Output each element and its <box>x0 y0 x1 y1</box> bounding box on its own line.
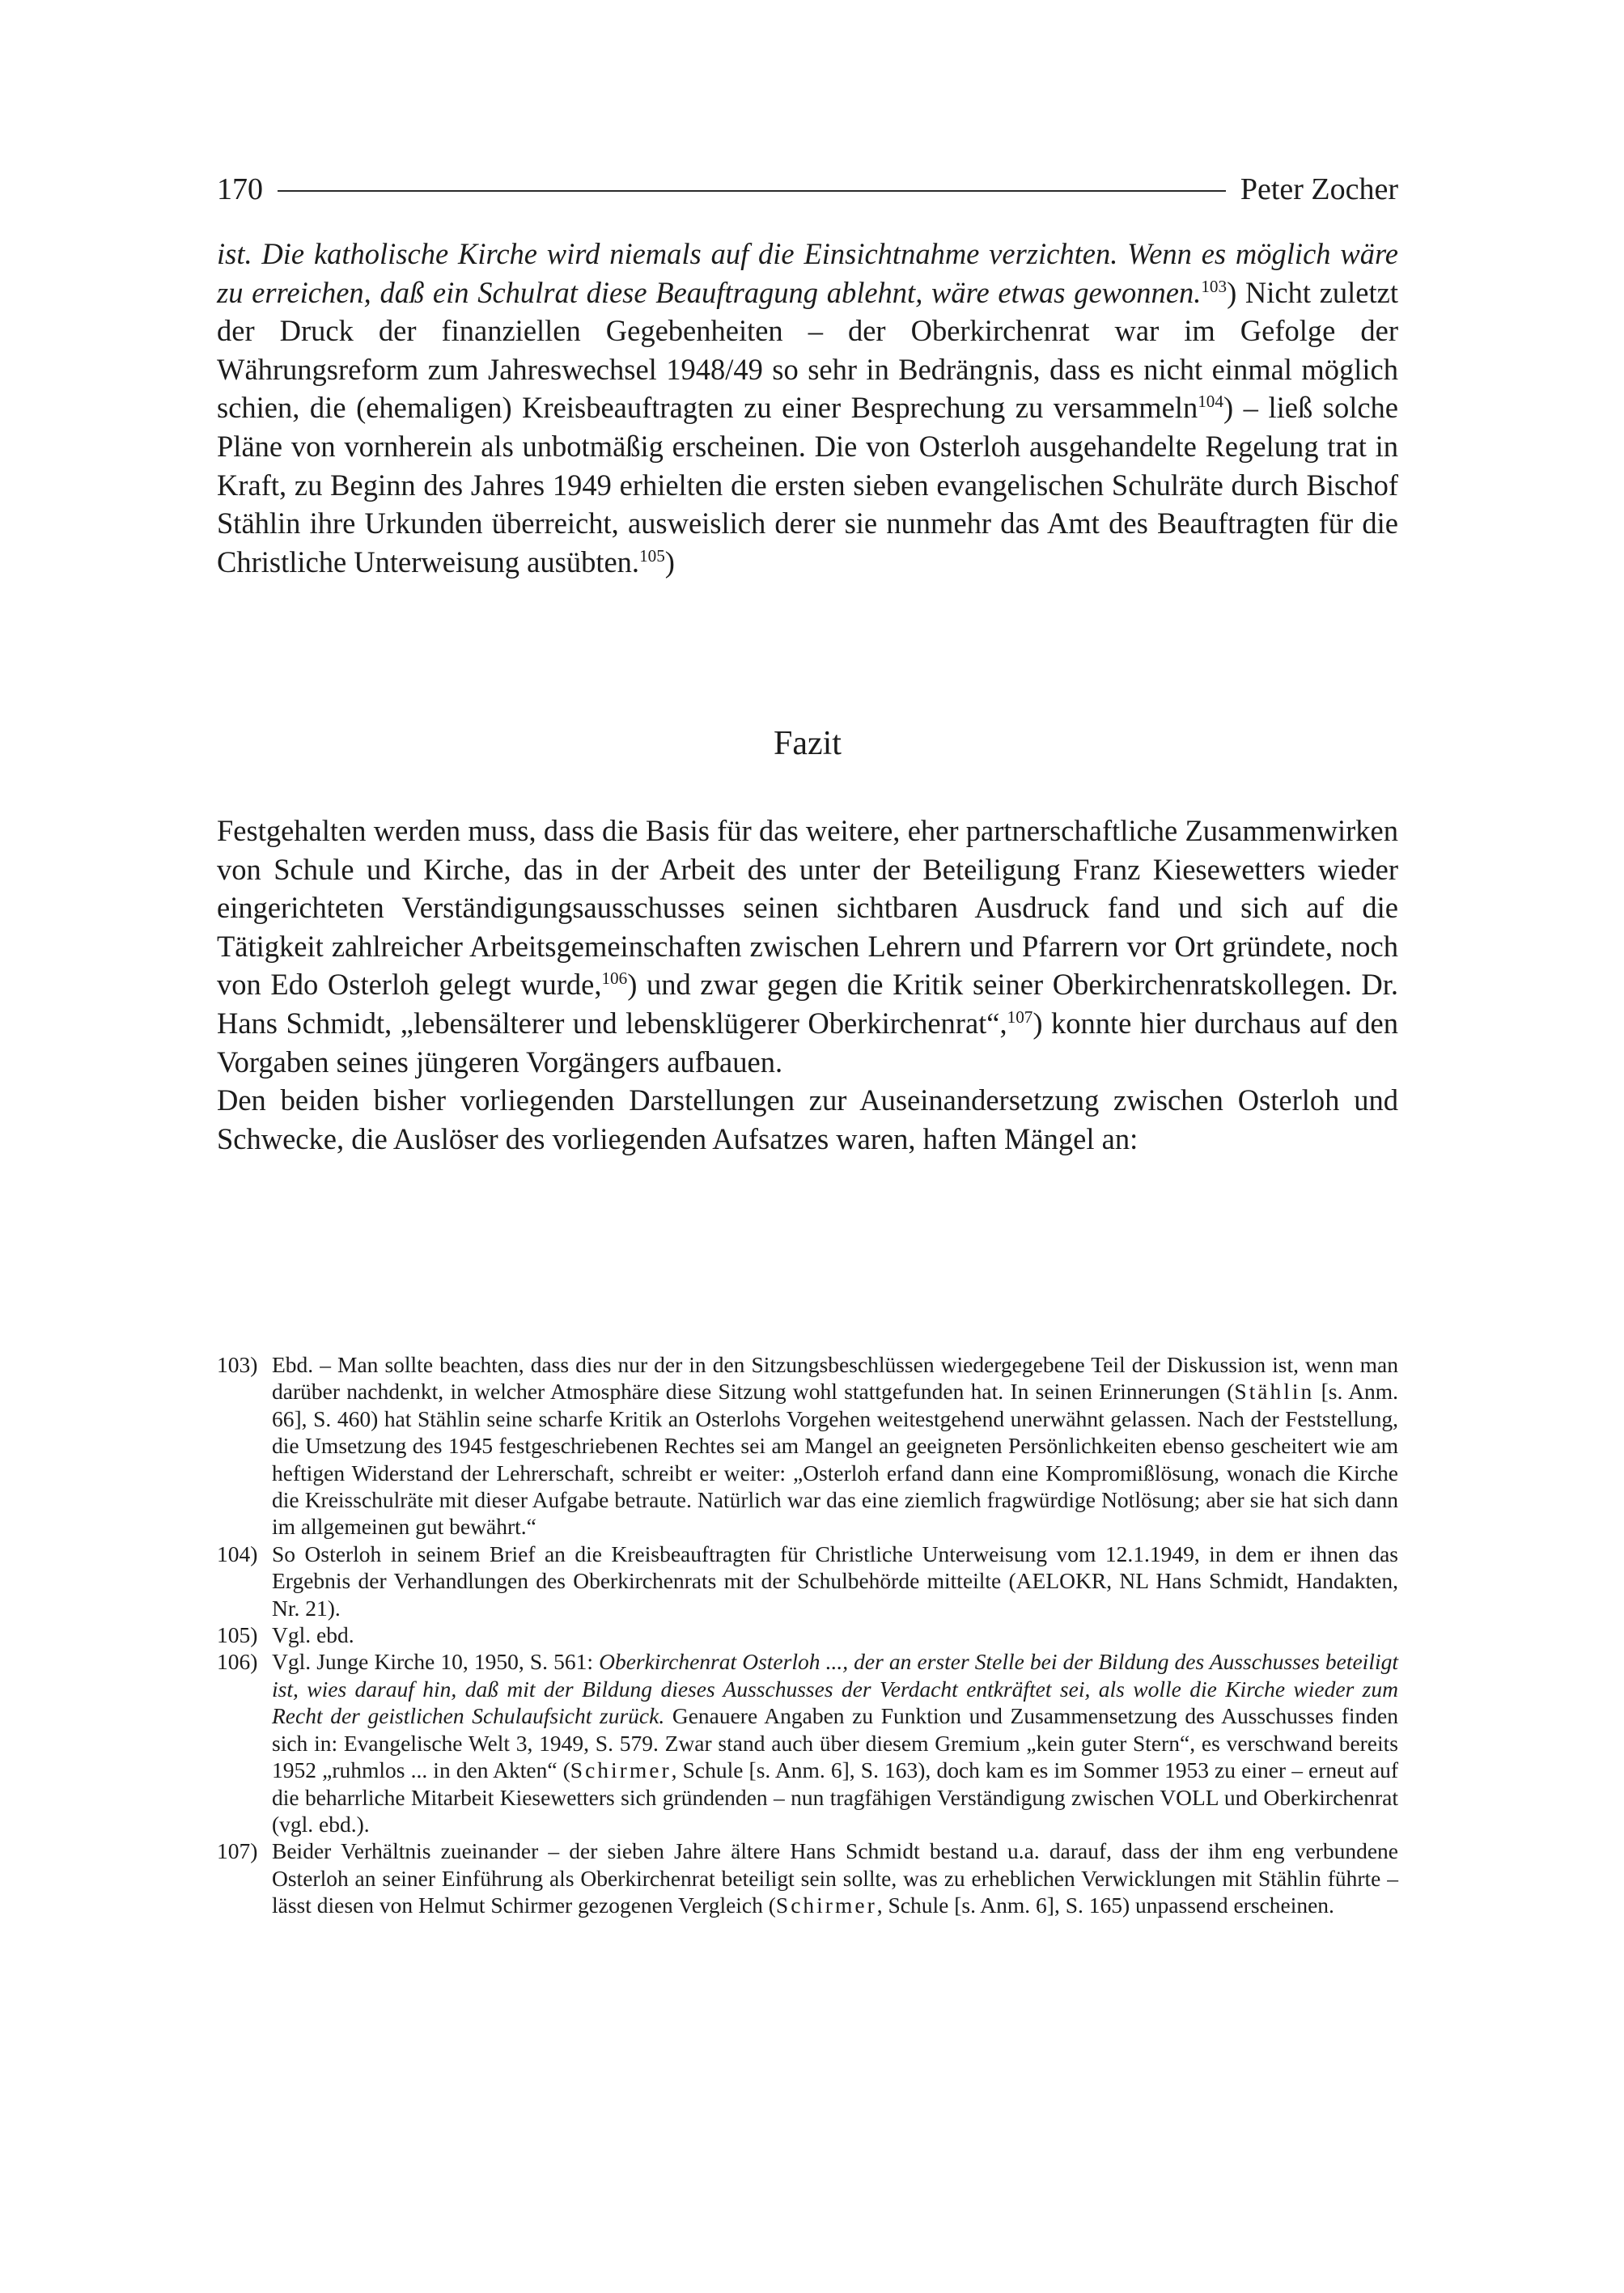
body-text <box>217 235 1398 581</box>
paragraph-text: ) – ließ solche Pläne von vornherein als unbotmäßig erscheinen. Die von Osterloh ausgehandelte Regelung trat in Kraft, zu Beginn des Jahres 1949 erhielten die ersten sieben evangelischen Schulräte durch Bischof Stählin ihre Urkunden überreicht, ausweislich derer sie nunmehr das Amt des Beauftragten für die Christliche Unterweisung ausübten. <box>217 391 1398 579</box>
footnote-ref-106[interactable]: 106 <box>601 968 628 989</box>
section-paragraph-2: Den beiden bisher vorliegenden Darstellungen zur Auseinandersetzung zwischen Osterloh und Schwecke, die Auslöser des vorliegenden Aufsatzes waren, haften Mängel an: <box>217 1083 1398 1155</box>
paragraph-text: ) und zwar gegen die Kritik seiner Oberkirchenratskollegen. Dr. Hans Schmidt, „lebensälterer und lebensklügerer Oberkirchenrat“, <box>217 968 1398 1040</box>
header-rule <box>278 190 1226 192</box>
footnote-text-part: , Schule [s. Anm. 6], S. 165) unpassend erscheinen. <box>876 1892 1334 1918</box>
section-text <box>217 812 1398 1158</box>
footnote-text <box>272 1351 1398 1541</box>
footnote-text <box>272 1648 1398 1837</box>
footnote-number: 107) <box>217 1838 258 1864</box>
footnote-103 <box>217 1351 1398 1541</box>
footnote-ref-107[interactable]: 107 <box>1007 1007 1033 1027</box>
footnote-105 <box>217 1621 1398 1648</box>
footnote-text-part: , Schule [s. Anm. 6], S. 163), doch kam es im Sommer 1953 zu einer – erneut auf die beharrliche Mitarbeit Kiesewetters sich gründenden – nun tragfähigen Verständigung zwischen VOLL und Oberkirchenrat (vgl. ebd.). <box>272 1757 1398 1837</box>
quote-text: Oberkirchenrat Osterloh ..., der an erster Stelle bei der Bildung des Ausschusses beteiligt ist, wies darauf hin, daß mit der Bildung dieses Ausschusses der Verdacht entkräftet sei, als wolle die Kirche wieder zum Recht der geistlichen Schulaufsicht zurück. <box>272 1649 1398 1729</box>
paragraph-text: ) Nicht zuletzt der Druck der finanziellen Gegebenheiten – der Oberkirchenrat war im Gefolge der Währungsreform zum Jahreswechsel 1948/49 so sehr in Bedrängnis, dass es nicht einmal möglich schien, die (ehemaligen) Kreisbeauftragten zu einer Besprechung zu versammeln <box>217 275 1398 425</box>
footnote-number: 106) <box>217 1649 258 1675</box>
paragraph-text: Festgehalten werden muss, dass die Basis für das weitere, eher partnerschaftliche Zusammenwirken von Schule und Kirche, das in der Arbeit des unter der Beteiligung Franz Kiesewetters wieder eingerichteten Verständigungsausschusses seinen sichtbaren Ausdruck fand und sich auf die Tätigkeit zahlreicher Arbeitsgemeinschaften zwischen Lehrern und Pfarrern vor Ort gründete, noch von Edo Osterloh gelegt wurde, <box>217 814 1398 1002</box>
footnote-107 <box>217 1837 1398 1918</box>
paragraph-text: ) <box>664 545 675 579</box>
continued-paragraph <box>217 235 1398 581</box>
footnote-text-part: Genauere Angaben zu Funktion und Zusammensetzung des Ausschusses finden sich in: Evangelische Welt 3, 1949, S. 579. Zwar stand auch über diesem Gremium „kein guter Stern“, es verschwand bereits 1952 „ruhmlos ... in den Akten“ ( <box>272 1703 1398 1783</box>
footnote-ref-105[interactable]: 105 <box>639 545 665 566</box>
section-heading: Fazit <box>774 725 842 762</box>
paragraph-text: ) konnte hier durchaus auf den Vorgaben seines jüngeren Vorgängers aufbauen. <box>217 1006 1399 1079</box>
footnote-104 <box>217 1541 1398 1621</box>
footnotes <box>217 1351 1398 1919</box>
footnote-text <box>272 1837 1398 1918</box>
quote-text: ist. Die katholische Kirche wird niemals auf die Einsichtnahme verzichten. Wenn es möglich wäre zu erreichen, daß ein Schulrat diese Beauftragung ablehnt, wäre etwas gewonnen. <box>217 237 1398 309</box>
footnote-106 <box>217 1648 1398 1837</box>
footnote-text: Vgl. ebd. <box>272 1622 354 1648</box>
author-name: Stählin <box>1234 1379 1315 1405</box>
footnote-number: 104) <box>217 1541 258 1566</box>
author-name: Schirmer <box>570 1757 672 1783</box>
footnote-number: 103) <box>217 1352 258 1377</box>
footnote-ref-104[interactable]: 104 <box>1198 392 1223 412</box>
footnote-text: So Osterloh in seinem Brief an die Kreisbeauftragten für Christliche Unterweisung vom 12.1.1949, in dem er ihnen das Ergebnis der Verhandlungen des Oberkirchenrats mit der Schulbehörde mitteilte (AELOKR, NL Hans Schmidt, Handakten, Nr. 21). <box>272 1541 1398 1621</box>
header-author: Peter Zocher <box>1240 172 1398 206</box>
page-number: 170 <box>217 172 263 206</box>
footnote-text-part: Ebd. – Man sollte beachten, dass dies nur der in den Sitzungsbeschlüssen wiedergegebene Teil der Diskussion ist, wenn man darüber nachdenkt, in welcher Atmosphäre diese Sitzung wohl stattgefunden hat. In seinen Erinnerungen ( <box>272 1352 1398 1405</box>
footnote-text-part: Vgl. Junge Kirche 10, 1950, S. 561: <box>272 1649 600 1675</box>
footnote-text-part: [s. Anm. 66], S. 460) hat Stählin seine scharfe Kritik an Osterlohs Vorgehen weitestgehend unerwähnt gelassen. Nach der Feststellung, die Umsetzung des 1945 festgeschriebenen Rechtes sei am Mangel an geeigneten Persönlichkeiten ebenso gescheitert wie am heftigen Widerstand der Lehrerschaft, schreibt er weiter: „Osterloh erfand dann eine Kompromißlösung, wonach die Kirche die Kreisschulräte mit dieser Aufgabe betraute. Natürlich war das eine ziemlich fragwürdige Notlösung; aber sie hat sich dann im allgemeinen gut bewährt.“ <box>272 1379 1398 1540</box>
footnote-text-part: Beider Verhältnis zueinander – der sieben Jahre ältere Hans Schmidt bestand u.a. darauf, dass der ihm eng verbundene Osterloh an seiner Einführung als Oberkirchenrat beteiligt sein sollte, was zu erheblichen Verwicklungen mit Stählin führte – lässt diesen von Helmut Schirmer gezogenen Vergleich ( <box>272 1838 1398 1918</box>
footnote-number: 105) <box>217 1622 258 1648</box>
running-header <box>217 168 1398 210</box>
author-name: Schirmer <box>775 1892 877 1918</box>
section-paragraph-1 <box>217 812 1398 1081</box>
footnote-ref-103[interactable]: 103 <box>1201 276 1228 296</box>
